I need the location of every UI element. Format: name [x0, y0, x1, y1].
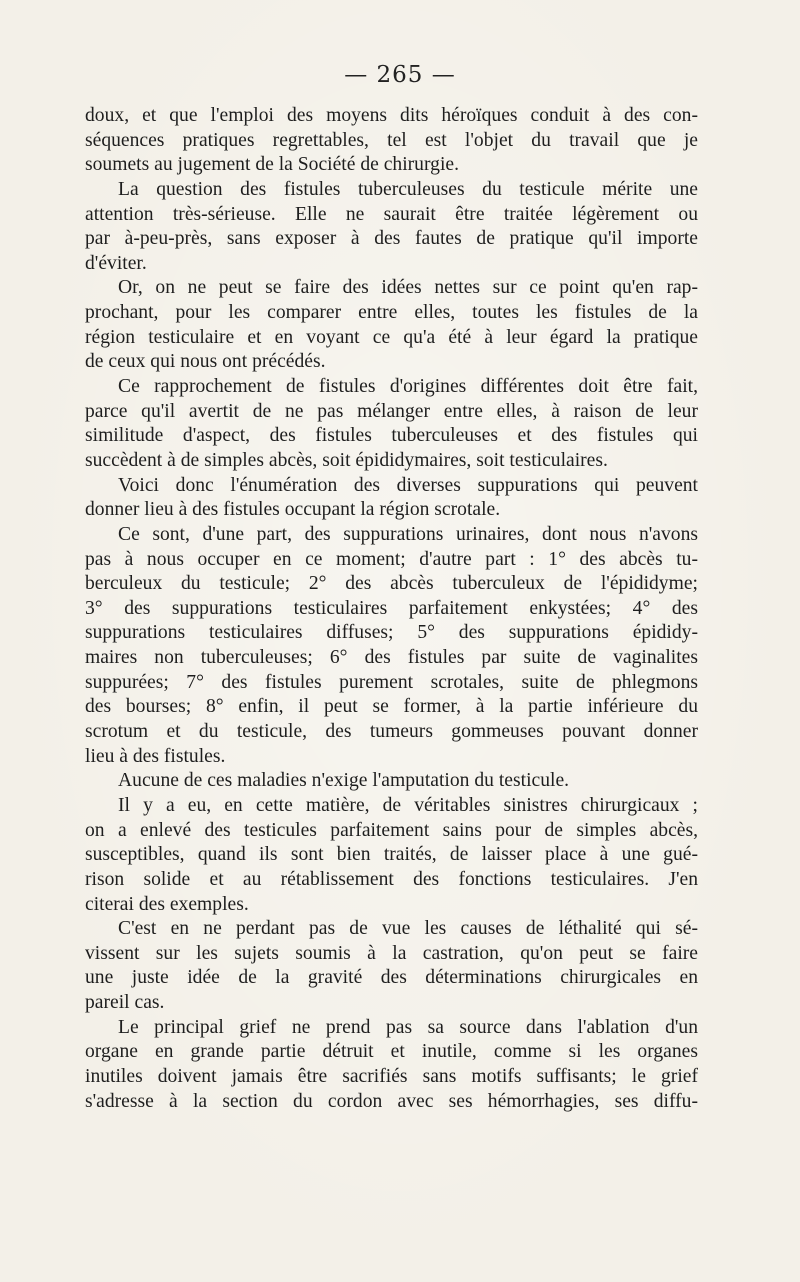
- text-line: 3° des suppurations testiculaires parfaitement enkystées; 4° des: [85, 597, 698, 619]
- text-line: succèdent à de simples abcès, soit épididymaires, soit testiculaires.: [85, 449, 608, 471]
- text-line: des bourses; 8° enfin, il peut se former, à la partie inférieure du: [85, 696, 698, 718]
- text-line: Aucune de ces maladies n'exige l'amputation du testicule.: [118, 770, 570, 792]
- text-line: rison solide et au rétablissement des fonctions testiculaires. J'en: [85, 868, 698, 890]
- text-line: lieu à des fistules.: [85, 745, 226, 767]
- text-line: soumets au jugement de la Société de chirurgie.: [85, 154, 459, 176]
- text-line: susceptibles, quand ils sont bien traités, de laisser place à une gué-: [85, 844, 698, 866]
- body-text: [85, 104, 698, 1114]
- text-line: une juste idée de la gravité des déterminations chirurgicales en: [85, 967, 698, 989]
- text-line: vissent sur les sujets soumis à la castration, qu'on peut se faire: [85, 942, 698, 964]
- text-line: C'est en ne perdant pas de vue les causes de léthalité qui sé-: [118, 918, 698, 940]
- text-line: suppurations testiculaires diffuses; 5° des suppurations épididy-: [85, 622, 698, 644]
- text-line: Or, on ne peut se faire des idées nettes sur ce point qu'en rap-: [118, 277, 698, 299]
- text-line: pas à nous occuper en ce moment; d'autre part : 1° des abcès tu-: [85, 548, 698, 570]
- text-line: Ce rapprochement de fistules d'origines différentes doit être fait,: [118, 376, 698, 398]
- text-line: d'éviter.: [85, 252, 147, 274]
- text-line: attention très-sérieuse. Elle ne saurait être traitée légèrement ou: [85, 203, 698, 225]
- text-line: on a enlevé des testicules parfaitement sains pour de simples abcès,: [85, 819, 698, 841]
- text-line: prochant, pour les comparer entre elles, toutes les fistules de la: [85, 302, 698, 324]
- text-line: inutiles doivent jamais être sacrifiés sans motifs suffisants; le grief: [85, 1065, 698, 1087]
- text-line: citerai des exemples.: [85, 893, 249, 915]
- text-line: La question des fistules tuberculeuses du testicule mérite une: [118, 178, 698, 200]
- text-line: Il y a eu, en cette matière, de véritables sinistres chirurgicaux ;: [118, 794, 698, 816]
- text-line: organe en grande partie détruit et inutile, comme si les organes: [85, 1041, 698, 1063]
- text-line: similitude d'aspect, des fistules tuberculeuses et des fistules qui: [85, 425, 698, 447]
- text-line: séquences pratiques regrettables, tel est l'objet du travail que je: [85, 129, 698, 151]
- text-line: de ceux qui nous ont précédés.: [85, 351, 326, 373]
- text-line: Voici donc l'énumération des diverses suppurations qui peuvent: [118, 474, 698, 496]
- text-line: doux, et que l'emploi des moyens dits héroïques conduit à des con-: [85, 105, 698, 126]
- text-line: scrotum et du testicule, des tumeurs gommeuses pouvant donner: [85, 721, 698, 743]
- text-line: pareil cas.: [85, 992, 165, 1014]
- text-line: maires non tuberculeuses; 6° des fistules par suite de vaginalites: [85, 647, 698, 669]
- text-line: par à-peu-près, sans exposer à des fautes de pratique qu'il importe: [85, 228, 698, 250]
- text-line: donner lieu à des fistules occupant la région scrotale.: [85, 499, 501, 521]
- text-line: suppurées; 7° des fistules purement scrotales, suite de phlegmons: [85, 671, 698, 693]
- page-number: — 265 —: [344, 62, 456, 88]
- text-line: Ce sont, d'une part, des suppurations urinaires, dont nous n'avons: [118, 523, 698, 545]
- text-line: parce qu'il avertit de ne pas mélanger entre elles, à raison de leur: [85, 400, 698, 422]
- text-line: Le principal grief ne prend pas sa source dans l'ablation d'un: [118, 1016, 698, 1038]
- text-line: s'adresse à la section du cordon avec ses hémorrhagies, ses diffu-: [85, 1090, 698, 1112]
- text-line: berculeux du testicule; 2° des abcès tuberculeux de l'épididyme;: [85, 573, 698, 595]
- text-line: région testiculaire et en voyant ce qu'a été à leur égard la pratique: [85, 326, 698, 348]
